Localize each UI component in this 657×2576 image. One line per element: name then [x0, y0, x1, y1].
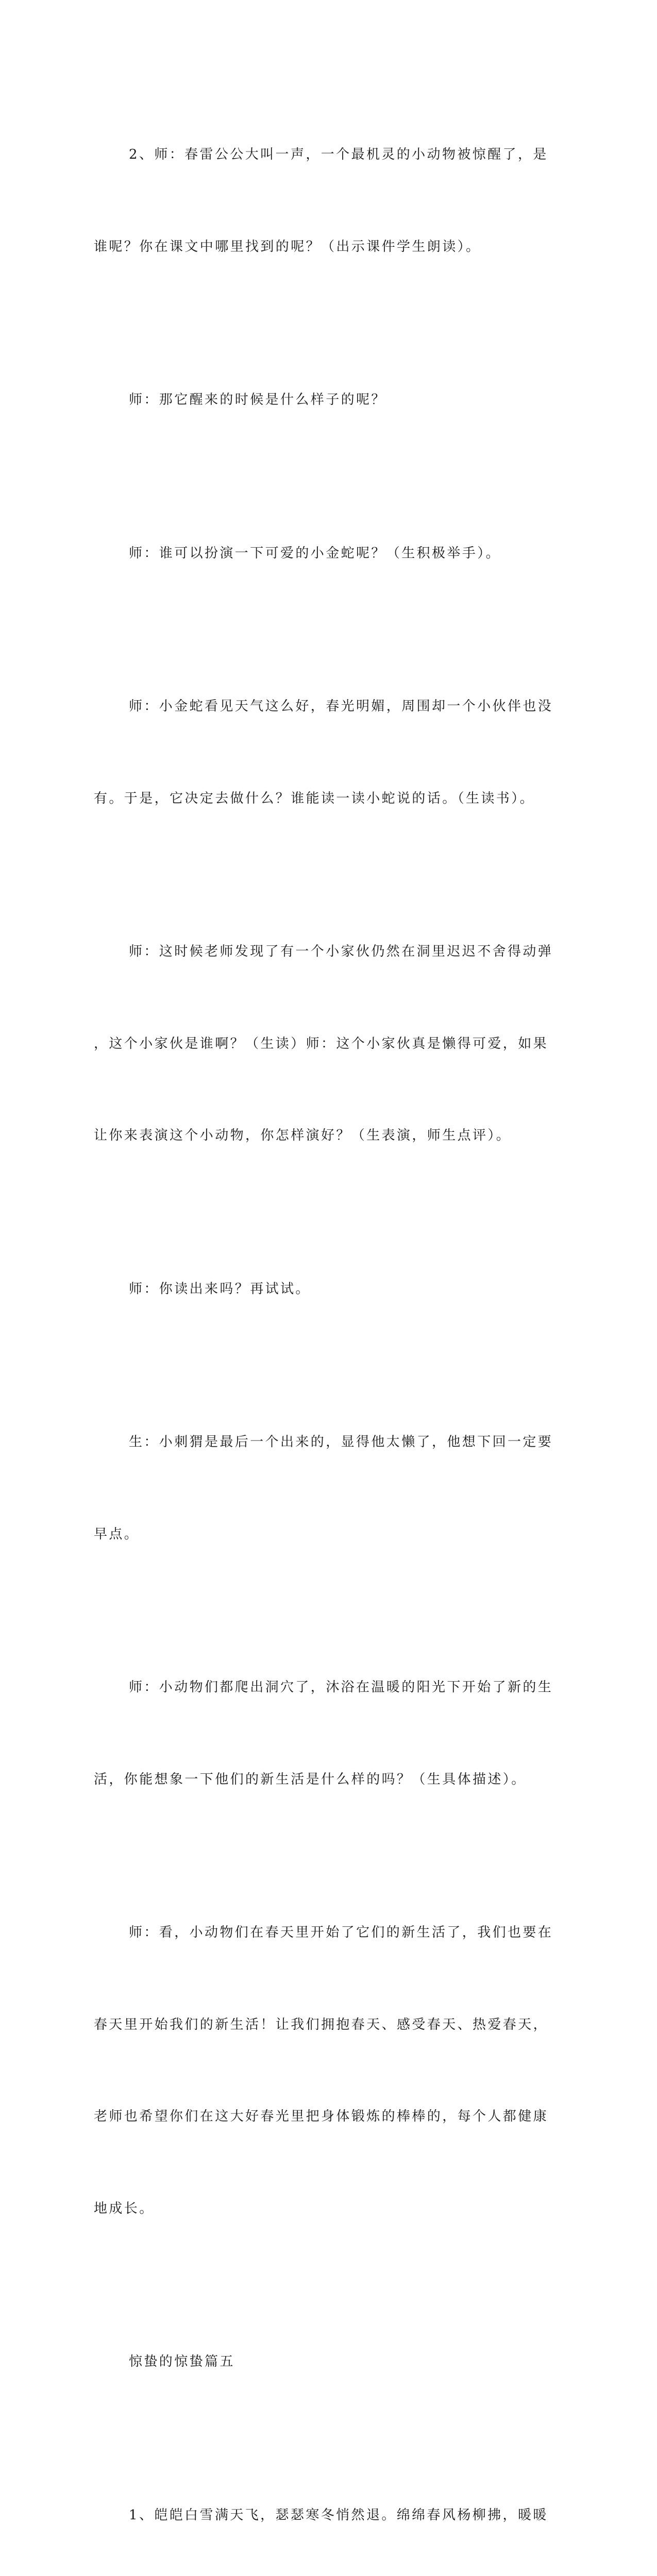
text-line: 师：小动物们都爬出洞穴了，沐浴在温暖的阳光下开始了新的生 [94, 1672, 532, 1703]
paragraph [94, 1856, 532, 2285]
paragraph [94, 1611, 532, 1856]
paragraph [94, 2439, 532, 2576]
paragraph [94, 78, 532, 324]
document-body [94, 78, 532, 2576]
text-line: 让你来表演这个小动物，你怎样演好？（生表演，师生点评）。 [59, 1121, 532, 1151]
text-line: ，这个小家伙是谁啊？（生读）师：这个小家伙真是懒得可爱，如果 [59, 1029, 532, 1060]
paragraph [94, 324, 532, 477]
text-line: 地成长。 [59, 2194, 532, 2225]
text-line: 2、师：春雷公公大叫一声，一个最机灵的小动物被惊醒了，是 [94, 140, 532, 171]
text-line: 师：小金蛇看见天气这么好，春光明媚，周围却一个小伙伴也没 [94, 691, 532, 722]
text-line: 师：你读出来吗？再试试。 [94, 1274, 532, 1305]
document-page [0, 0, 657, 850]
text-line: 师：看，小动物们在春天里开始了它们的新生活了，我们也要在 [94, 1918, 532, 1948]
paragraph [94, 477, 532, 631]
text-line: 惊蛰的惊蛰篇五 [94, 2347, 532, 2378]
text-line: 有。于是，它决定去做什么？谁能读一读小蛇说的话。（生读书）。 [59, 784, 532, 815]
paragraph [94, 1213, 532, 1366]
text-line: 师：那它醒来的时候是什么样子的呢？ [94, 385, 532, 416]
text-line: 早点。 [59, 1519, 532, 1550]
text-line: 1、皑皑白雪满天飞，瑟瑟寒冬悄然退。绵绵春风杨柳拂，暖暖 [94, 2500, 532, 2531]
text-line: 生：小刺猬是最后一个出来的，显得他太懒了，他想下回一定要 [94, 1427, 532, 1458]
text-line: 活，你能想象一下他们的新生活是什么样的吗？（生具体描述）。 [59, 1765, 532, 1795]
paragraph [94, 630, 532, 875]
text-line: 谁呢？你在课文中哪里找到的呢？（出示课件学生朗读）。 [59, 232, 532, 263]
text-line: 师：谁可以扮演一下可爱的小金蛇呢？（生积极举手）。 [94, 538, 532, 569]
text-line: 老师也希望你们在这大好春光里把身体锻炼的棒棒的，每个人都健康 [59, 2102, 532, 2132]
text-line: 师：这时候老师发现了有一个小家伙仍然在洞里迟迟不舍得动弹 [94, 937, 532, 968]
section-heading [94, 2285, 532, 2439]
paragraph [94, 1366, 532, 1611]
paragraph [94, 875, 532, 1213]
text-line: 春天里开始我们的新生活！让我们拥抱春天、感受春天、热爱春天， [59, 2010, 532, 2041]
